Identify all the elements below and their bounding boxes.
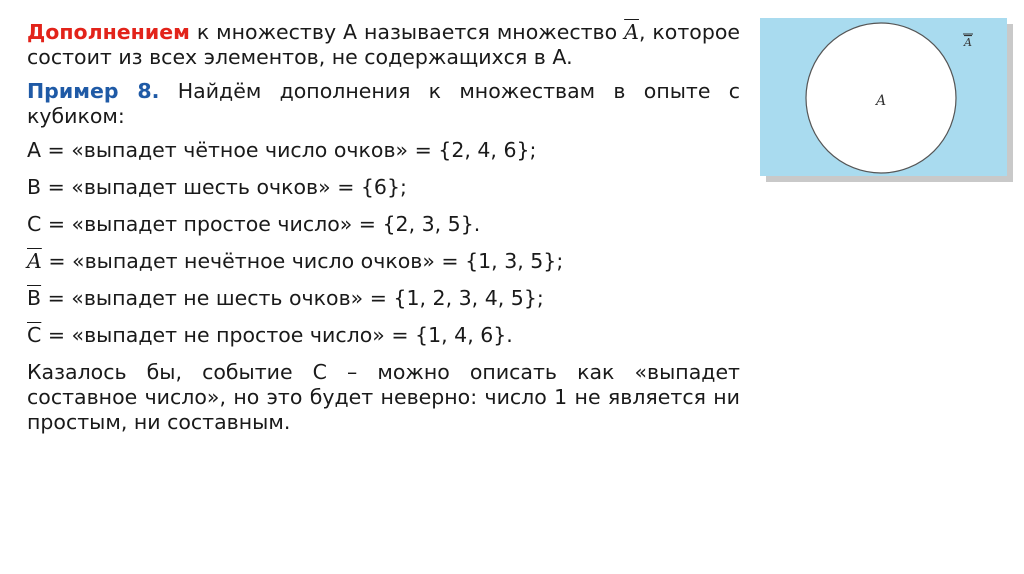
set-line-text: B = «выпадет шесть очков» = {6}; bbox=[27, 175, 407, 199]
example-text: Найдём дополнения к множествам в опыте с кубиком: bbox=[27, 79, 740, 128]
complement-symbol-c: $\overline{C}$ bbox=[27, 323, 42, 347]
venn-diagram bbox=[760, 18, 1007, 176]
venn-svg bbox=[760, 18, 1007, 176]
set-line-text: A = «выпадет чётное число очков» = {2, 4, 6}; bbox=[27, 138, 537, 162]
definition-paragraph bbox=[27, 20, 740, 70]
conclusion-paragraph: Казалось бы, событие C – можно описать как «выпадет составное число», но это будет неверно: число 1 не является ни простым, ни составным. bbox=[27, 360, 740, 434]
set-line-a bbox=[27, 138, 740, 163]
example-paragraph bbox=[27, 79, 740, 129]
complement-symbol: $\overline{A}$ bbox=[624, 20, 639, 44]
set-line-not-b bbox=[27, 286, 740, 311]
set-line-b bbox=[27, 175, 740, 200]
set-line-c bbox=[27, 212, 740, 237]
set-line-text: = «выпадет не шесть очков» = {1, 2, 3, 4, 5}; bbox=[41, 286, 544, 310]
complement-symbol-b: $\overline{B}$ bbox=[27, 286, 42, 310]
complement-symbol-a: $\overline{A}$ bbox=[27, 249, 42, 273]
set-line-text: = «выпадет нечётное число очков» = {1, 3, 5}; bbox=[41, 249, 564, 273]
definition-text-2: , которое состоит из всех элементов, не содержащихся в A. bbox=[27, 20, 741, 69]
example-label: Пример 8. bbox=[27, 79, 160, 103]
set-line-text: C = «выпадет простое число» = {2, 3, 5}. bbox=[27, 212, 481, 236]
set-line-text: = «выпадет не простое число» = {1, 4, 6}. bbox=[41, 323, 513, 347]
text-block bbox=[27, 20, 740, 444]
complement-label: A bbox=[964, 36, 972, 49]
set-line-not-a bbox=[27, 249, 740, 274]
definition-text-1: к множеству A называется множество bbox=[189, 20, 625, 44]
definition-term: Дополнением bbox=[27, 20, 190, 44]
set-a-label: A bbox=[875, 93, 887, 109]
set-line-not-c bbox=[27, 323, 740, 348]
